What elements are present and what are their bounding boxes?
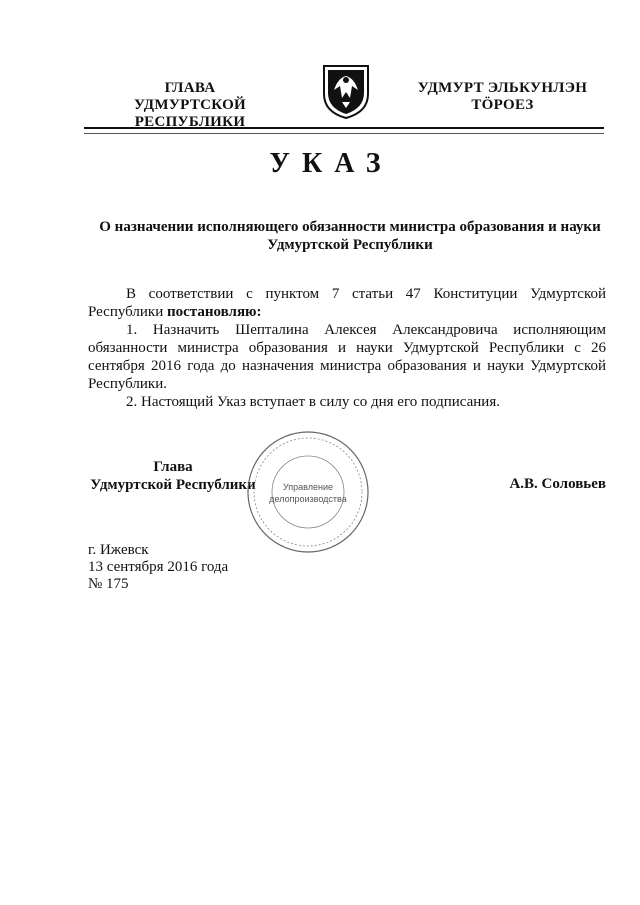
- subject-line1: О назначении исполняющего обязанности министра образования и науки: [99, 219, 601, 235]
- header-left: [80, 80, 300, 131]
- subject-line2: Удмуртской Республики: [267, 237, 433, 253]
- stamp-line1: Управление: [282, 482, 334, 492]
- decree-number: № 175: [88, 576, 129, 592]
- header-right-line1: УДМУРТ ЭЛЬКУНЛЭН: [417, 80, 588, 96]
- coat-of-arms-icon: [320, 60, 372, 120]
- header-left-line2: УДМУРТСКОЙ РЕСПУБЛИКИ: [134, 97, 246, 130]
- signatory-position: [88, 458, 258, 494]
- signatory-name: А.В. Соловьев: [509, 476, 606, 492]
- official-stamp-icon: [244, 428, 372, 556]
- item-1-paragraph: 1. Назначить Шепталина Алексея Александровича исполняющим обязанности министра образования и науки Удмуртской Республики с 26 сентября 2016 года до назначения министра образования и науки Удмуртской Республики.: [88, 322, 606, 392]
- header-divider-thin: [84, 133, 604, 134]
- item-2-paragraph: 2. Настоящий Указ вступает в силу со дня его подписания.: [126, 394, 500, 410]
- issue-city: г. Ижевск: [88, 542, 149, 558]
- document-title: УКАЗ: [269, 148, 393, 179]
- issue-date: 13 сентября 2016 года: [88, 559, 229, 575]
- preamble-text: В соответствии с пунктом 7 статьи 47 Конституции Удмуртской Республики: [88, 286, 606, 320]
- document-subject: [80, 218, 620, 254]
- stamp-line2: делопроизводства: [269, 494, 347, 504]
- signatory-position-line2: Удмуртской Республики: [90, 477, 256, 493]
- header-right-line2: ТӦРОЕЗ: [471, 97, 534, 113]
- preamble-decree-word: постановляю:: [167, 304, 262, 320]
- preamble-paragraph: [88, 285, 606, 321]
- header-right: [405, 80, 600, 114]
- document-body: [88, 285, 606, 411]
- header-divider-thick: [84, 127, 604, 129]
- signatory-position-line1: Глава: [153, 459, 193, 475]
- issue-details: [88, 542, 228, 593]
- header-left-line1: ГЛАВА: [164, 80, 216, 96]
